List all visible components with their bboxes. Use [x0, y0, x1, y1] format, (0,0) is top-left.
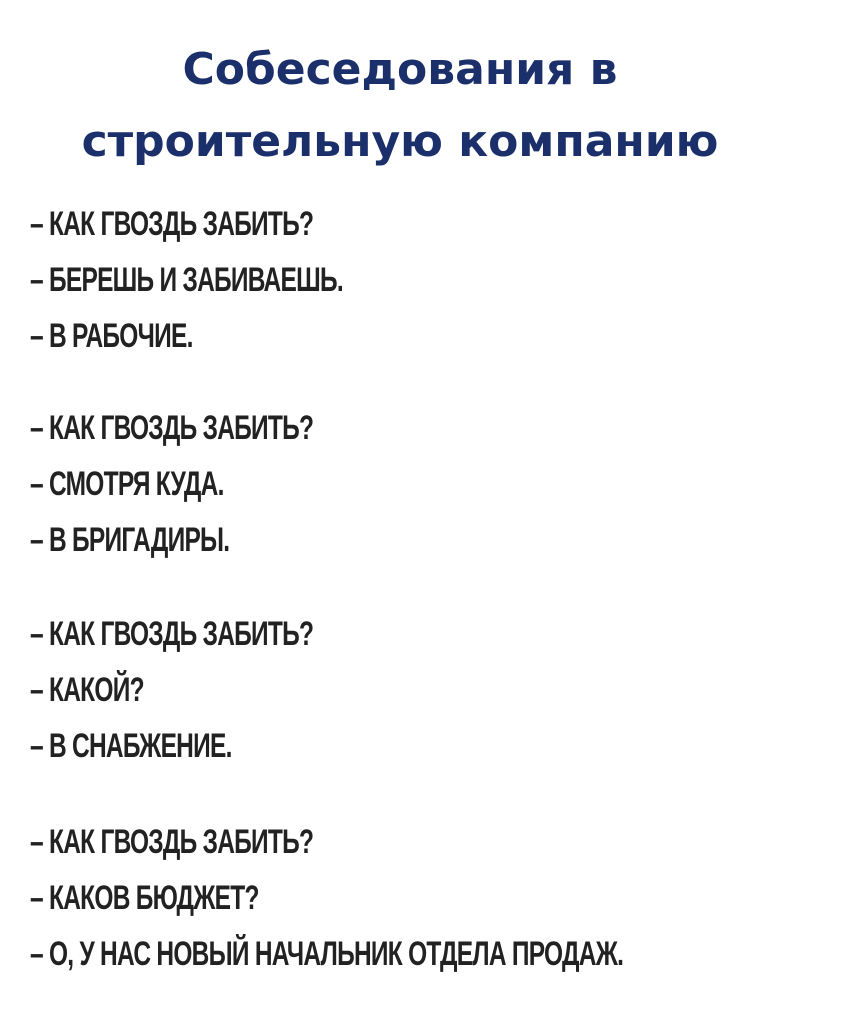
dialogue-line: – КАК ГВОЗДЬ ЗАБИТЬ? [30, 205, 314, 243]
title-line-1: Собеседования в [182, 44, 618, 95]
dialogue-block-2 [30, 400, 423, 568]
dialogue-block-4 [30, 814, 854, 982]
dialogue-line: – КАК ГВОЗДЬ ЗАБИТЬ? [30, 615, 314, 653]
dialogue-line: – КАКОВ БЮДЖЕТ? [30, 879, 259, 917]
dialogue-block-3 [30, 606, 423, 774]
dialogue-line: – КАКОЙ? [30, 671, 144, 709]
dialogue-line: – В СНАБЖЕНИЕ. [30, 727, 232, 765]
dialogue-line: – В БРИГАДИРЫ. [30, 521, 230, 559]
page-title [0, 34, 800, 178]
dialogue-line: – В РАБОЧИЕ. [30, 317, 193, 355]
dialogue-line: – КАК ГВОЗДЬ ЗАБИТЬ? [30, 409, 314, 447]
dialogue-line: – О, У НАС НОВЫЙ НАЧАЛЬНИК ОТДЕЛА ПРОДАЖ. [30, 935, 624, 973]
dialogue-line: – КАК ГВОЗДЬ ЗАБИТЬ? [30, 823, 314, 861]
title-line-2: строительную компанию [81, 116, 719, 167]
dialogue-line: – БЕРЕШЬ И ЗАБИВАЕШЬ. [30, 261, 343, 299]
dialogue-block-1 [30, 196, 465, 364]
dialogue-line: – СМОТРЯ КУДА. [30, 465, 224, 503]
